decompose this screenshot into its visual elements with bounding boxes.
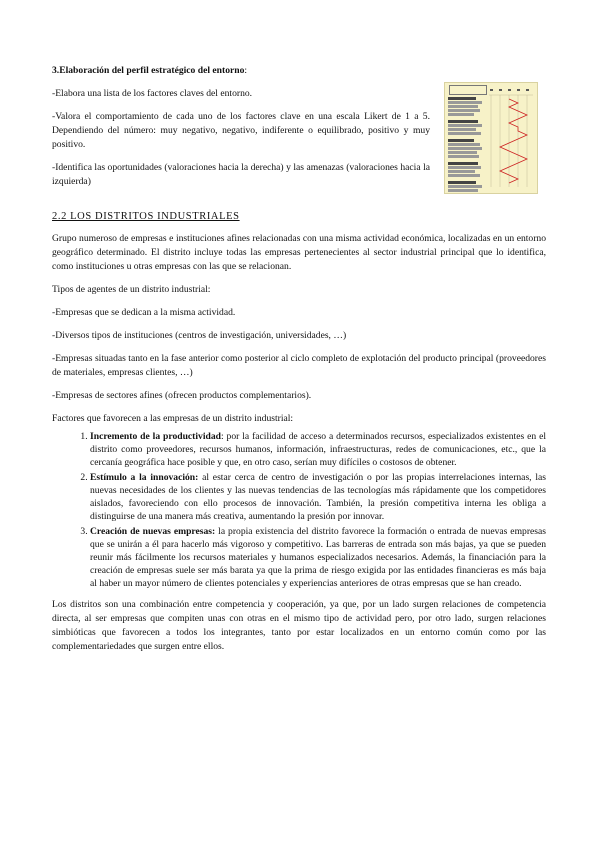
factor-item-1	[90, 430, 546, 469]
agent-item-3: -Empresas situadas tanto en la fase anterior como posterior al ciclo completo de explotación del producto principal (proveedores de materiales, empresas clientes, …)	[52, 353, 546, 378]
factor-item-3	[90, 525, 546, 590]
factor-2-label: Estímulo a la innovación:	[90, 472, 199, 483]
section-3-title-suffix: :	[244, 65, 248, 76]
closing-paragraph: Los distritos son una combinación entre competencia y cooperación, ya que, por un lado surgen relaciones de competencia directa, al ser empresas que compiten unas con otras en el mismo tipo de actividad pero, por otro lado, surgen relaciones simbióticas que favorecen a todos los integrantes, tanto por estar localizados en un entorno común como por las complementariedades que surgen entre ellos.	[52, 599, 546, 652]
agent-item-2: -Diversos tipos de instituciones (centros de investigación, universidades, …)	[52, 330, 347, 341]
agent-item-4: -Empresas de sectores afines (ofrecen productos complementarios).	[52, 390, 312, 401]
factor-1-text: : por la facilidad de acceso a determinados recursos, especializados existentes en el distrito como proveedores, recursos humanos, información, infraestructuras, redes de comunicaciones, etc., que la cercanía geográfica hace posible y que, en otro caso, serían muy difíciles o costosos de obtener.	[90, 431, 547, 468]
section-3-heading	[52, 64, 430, 78]
section-3-title: 3.Elaboración del perfil estratégico del entorno	[52, 65, 245, 76]
section-3-point-3: -Identifica las oportunidades (valoraciones hacia la derecha) y las amenazas (valoraciones hacia la izquierda)	[52, 162, 430, 187]
factors-list	[52, 430, 546, 590]
document-page	[52, 64, 546, 654]
agents-list-title: Tipos de agentes de un distrito industrial:	[52, 284, 211, 295]
factor-1-label: Incremento de la productividad	[90, 431, 221, 442]
factor-3-text: la propia existencia del distrito favorece la formación o entrada de nuevas empresas que se unirán a él para hacerlo más vigoroso y competitivo. Las barreras de entrada son más bajas, ya que se pueden reunir más fácilmente los recursos materiales y humanos especializados necesarios. Además, la financiación para la creación de empresas suele ser más barata ya que la prima de riesgo exigida por las entidades financieras es más baja al haber un mayor número de clientes potenciales y experiencias anteriores de otras empresas que se han creado.	[90, 526, 547, 589]
section-3-point-1: -Elabora una lista de los factores claves del entorno.	[52, 88, 253, 99]
section-3-point-2: -Valora el comportamiento de cada uno de los factores clave en una escala Likert de 1 a 5. Dependiendo del número: muy negativo, negativo, indiferente o equilibrado, positivo y muy positivo.	[52, 111, 430, 150]
factor-3-label: Creación de nuevas empresas:	[90, 526, 216, 537]
factor-item-2	[90, 471, 546, 523]
factor-2-text: al estar cerca de centro de investigación o por las propias interrelaciones internas, las nuevas necesidades de los clientes y las nuevas tendencias de las tecnologías más rápidamente que los competidores aislados, favoreciendo con ello procesos de innovación. También, la presión competitiva interna les obliga a distinguirse de una manera más creativa, aumentando la presión por innovar.	[90, 472, 547, 522]
section-3-profile	[52, 64, 430, 189]
section-2-2-title: 2.2 LOS DISTRITOS INDUSTRIALES	[52, 211, 240, 222]
factors-list-title: Factores que favorecen a las empresas de un distrito industrial:	[52, 413, 294, 424]
districts-intro-paragraph: Grupo numeroso de empresas e instituciones afines relacionadas con una misma actividad económica, localizadas en un entorno geográfico determinado. El distrito incluye todas las empresas pertenecientes al sector industrial principal que lo identifica, como instituciones u otras empresas con las que se relacionan.	[52, 233, 546, 272]
agent-item-1: -Empresas que se dedican a la misma actividad.	[52, 307, 236, 318]
